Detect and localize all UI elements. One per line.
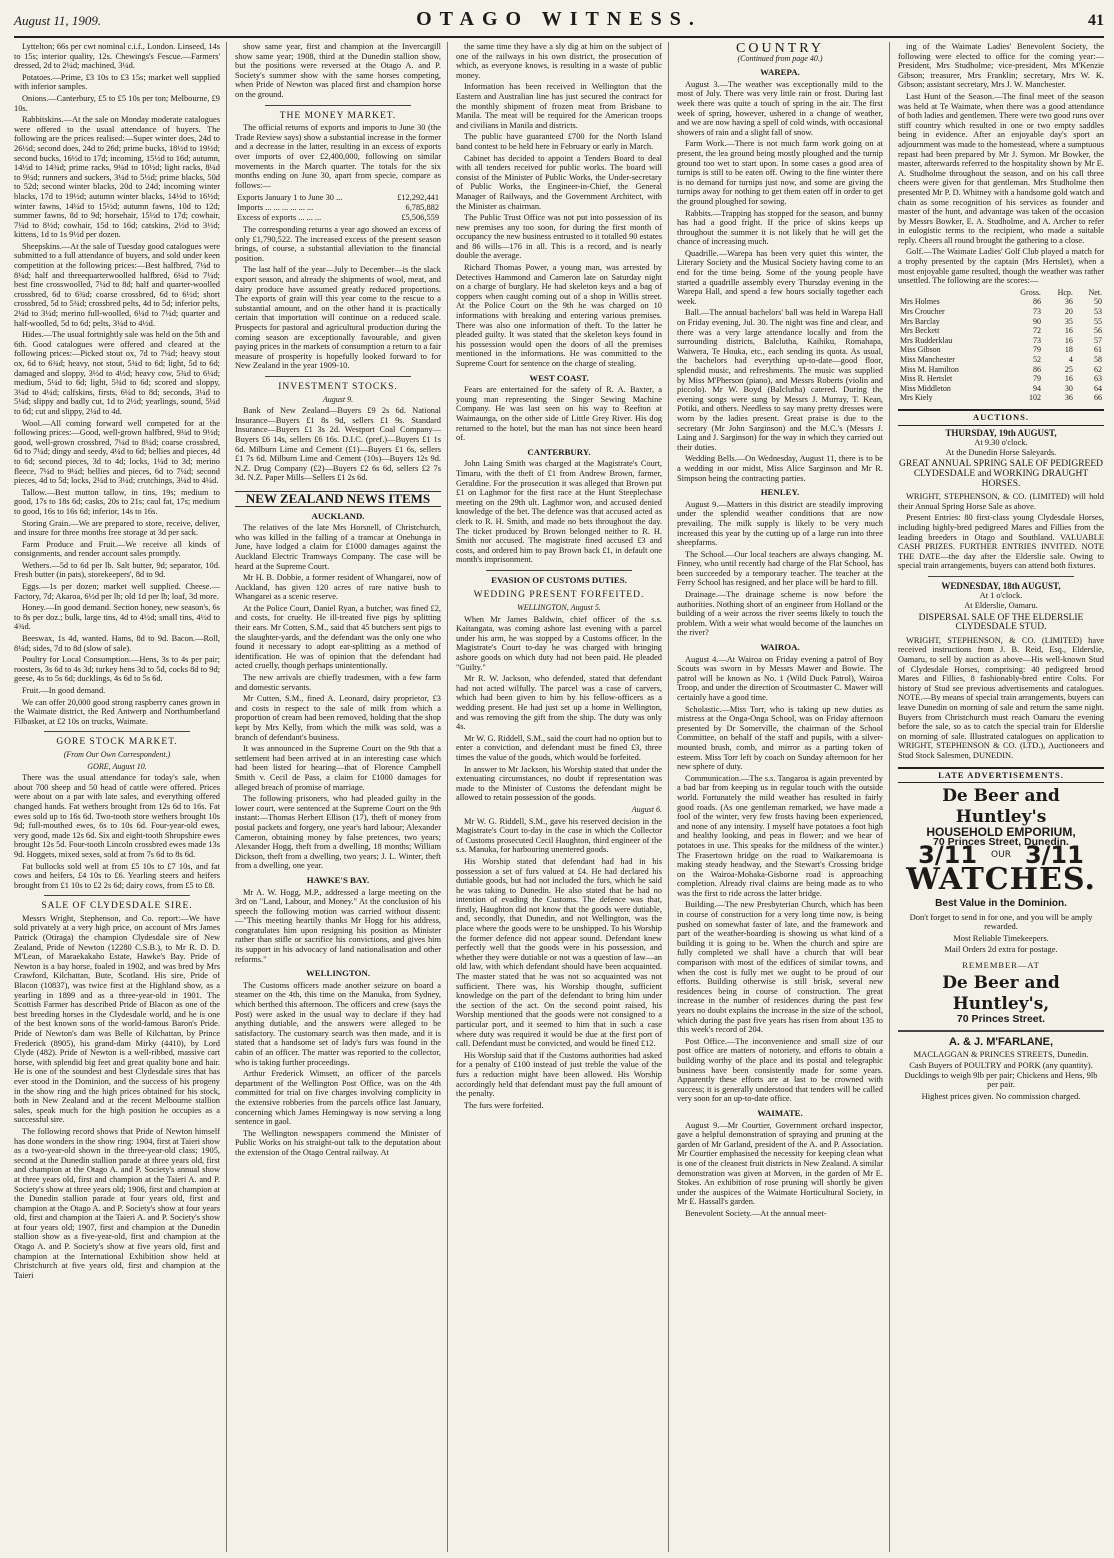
article-paragraph: John Laing Smith was charged at the Magistrate's Court, Timaru, with the theft of £1 from Andrew Brown, farmer, Geraldine. For the prosecution it was alleged that Brown put £1 on Laghmor for the first race at the Hunt Steeplechase meeting on the 29th ult. Laghmor won, and accused denied knowledge of the bet. The defence was that accused acted as clerk to R. H. Smith, and made no bets throughout the day. The ticket produced by Brown belonged neither to R. H. Smith nor accused. The magistrate fined accused £3 and costs, and ordered him to pay Brown back £1, in default one month's imprisonment. [456,459,662,565]
divider [898,1030,1104,1032]
article-paragraph: The Public Trust Office was not put into possession of its new premises any too soon, for during the first month of occupancy the new business entrusted to it totalled 90 estates and 86 wills—176 in all. This is a record, and is nearly double the average. [456,213,662,261]
table-row [898,365,1104,375]
advertiser-name: A. & J. M'FARLANE, [948,1036,1054,1049]
page-number: 41 [1088,12,1104,29]
market-paragraph: Fruit.—In good demand. [22,686,106,695]
score-hcp: 30 [1064,383,1073,393]
score-net: 64 [1094,383,1102,393]
ad-line: Don't forget to send in for one, and you will be amply rewarded. [909,911,1093,932]
mcfarlane-ad [898,1038,1104,1102]
market-paragraph: Onions.—Canterbury, £5 to £5 10s per ton; Melbourne, £9 10s. [14,93,220,113]
article-paragraph: Mr W. G. Riddell, S.M., said the court had no option but to enter a conviction, and defendant must be fined £3, three times the value of the goods, which would be forfeited. [456,733,662,762]
advertiser-address: 70 Princes Street. [956,1012,1046,1025]
article-paragraph: Arthur Frederick Wimsett, an officer of the parcels department of the Wellington Post Office, was on the 4th committed for trial on five charges involving complicity in the extensive robberies from the parcels office last January, concerning which James Hemingway is now serving a long sentence in gaol. [235,1069,441,1127]
score-net: 55 [1094,316,1102,326]
dateline: GORE, August 10. [87,761,147,771]
article-paragraph: His Worship said that if the Customs authorities had asked for a penalty of £100 instead of just treble the value of the furs a reduction might have been allowed. His Worship accordingly held that defendant must pay the full amount of the penalty. [456,1050,662,1099]
auction-notice [898,429,1104,490]
article-paragraph: The Customs officers made another seizure on board a steamer on the 4th, this time on the Manuka, from Sydney, which berthed this afternoon. The officers and crew (says the Post) were asked in the usual way to declare if they had anything dutiable, and the answers were alleged to be satisfactory. The customary search was then made, and it is stated that a handsome set of lady's furs was found in the cabin of an officer. The matter was reported to the collector, who is taking further proceedings. [235,980,441,1067]
article-paragraph: Quadrille.—Warepa has been very quiet this winter, the Literary Society and the Musical Society having come to an end for the time being. Some of the young people have started a quadrille assembly every Thursday evening in the Warepa Hall, and spend a few hours socially together each week. [677,248,883,306]
market-paragraph: Beeswax, 1s 4d, wanted. Hams, 8d to 9d. Bacon.—Roll, 8¼d; sides, 7d to 8d (slow of sale). [14,634,220,653]
price: 3/11 [918,841,978,870]
article-paragraph: Farm Work.—There is not much farm work going on at present, the lea ground being mostly ploughed and the turnip ground too wet to start upon. In some cases a good area of turnips is still to be eaten off. Owing to the fine winter there is no demand for turnips just now, and some are giving the turnips away for nothing to get them eaten off in order to get the ground ploughed for sowing. [677,139,883,206]
region-heading: WELLINGTON. [305,968,371,979]
score-name: Miss M. Hamilton [900,364,959,374]
article-paragraph: When Mr James Baldwin, chief officer of the s.s. Kaitangata, was coming ashore last evening with a parcel under his arm, he was stopped by a Customs officer. In the Magistrate's Court to-day he was charged with bringing ashore goods on which duty had not been paid. He pleaded "Guilty." [456,614,662,672]
table-row [898,297,1104,307]
divider [44,895,190,896]
table-row [898,336,1104,346]
article-paragraph: The following record shows that Pride of Newton himself has done wonders in the show ring: 1904, first at Taieri show as a two-year-old shown in the three-year-old class; 1905, second at the Dunedin stallion parade at three years old, first and champion at the Otago A. and P. Society's annual show at three years old, first and champion at the Taieri A. and P. Society's show at three years old; 1906, first and champion at the Dunedin stallion parade at four years old, first and champion at the Otago A. and P. Society's show at four years old, first and champion at the Taieri A. and P. Society's show at four years old; 1907, first and champion at the Dunedin stallion show as a five-year-old, first and champion at the Otago A. and P. Society's show at five years old, first and champion at the International Exhibition show held at Christchurch at five years old, first and champion at the Taieri [14,1126,220,1280]
article-paragraph: Rabbits.—Trapping has stopped for the season, and bunny has had a good fright. If the price of skins keeps up throughout the summer it is not likely that he will get the chance of increasing much. [677,208,883,247]
score-name: Mrs Holmes [900,297,940,307]
auction-body: WRIGHT, STEPHENSON, & CO. (LIMITED) have received instructions from J. B. Reid, Esq., Elderslie, Oamaru, to sell by auction as above—His well-known Stud of Clydesdale Horses, comprising: 40 pedigreed brood Mares and Fillies, 8 fashionably-bred entire Colts. For history of Stud see previous advertisements and catalogues. NOTE.—By means of special train arrangements, buyers can leave Dunedin on morning of sale and return the same night. Buyers from Christchurch must reach Oamaru the evening before the sale, so as to catch the special train for Elderslie on morning of sale. Illustrated catalogues on application to WRIGHT, STEPHENSON & CO. (LTD.), Auctioneers and Stud Stock Salesmen, DUNEDIN. [898,635,1104,760]
article-paragraph: Mr W. G. Riddell, S.M., gave his reserved decision in the Magistrate's Court to-day in the case in which the Collector of Customs prosecuted Cecil Haughton, third engineer of the s.s. Manuka, for harbouring unentered goods. [456,816,662,855]
advertiser-name: De Beer and Huntley's, [942,972,1060,1014]
score-net: 62 [1094,364,1102,374]
market-paragraph: Honey.—In good demand. Section honey, new season's, 6s to 8s per doz.; bulk, large tins, 4d to 4½d; small tins, 4½d to 4¾d. [14,603,220,632]
score-name: Miss Manchester [900,355,955,364]
article-paragraph: Information has been received in Wellington that the Eastern and Australian line has just secured the contract for the monthly shipment of frozen meat from Brisbane to Manila. The meat will be required for the American troops and civilians in Manila and districts. [456,82,662,130]
article-paragraph: Ball.—The annual bachelors' ball was held in Warepa Hall on Friday evening, Jul. 30. The night was fine and clear, and there was a very large attendance locally and from the surrounding districts, Balclutha, Kaihiku, Romahapa, Waiwera, Te Houka, etc., each sending its quota. As usual, the bachelors had everything up-to-date—good floor, splendid music, and refreshments. The music was supplied by Miss M'Pherson (piano), and Messrs Roberts (violin and piccolo). Mr W. Boyd (Balclutha) catered. During the evening songs were sung by Messrs J. Murray, T. Kean, Potiki, and others. Needless to say many pretty dresses were worn by the ladies present. Great praise is due to the secretary (Mr John Sarginson) and the M.C.'s (Messrs J. Laing and J. Sarginson) for the way in which they carried out their duties. [677,308,883,452]
auction-place: At the Dunedin Horse Saleyards. [945,447,1057,457]
score-gross: 73 [1032,335,1041,345]
article-paragraph: Bank of New Zealand—Buyers £9 2s 6d. National Insurance—Buyers £1 8s 9d, sellers £1 9s. Standard Insurance—Buyers £1 3s 2d. Westport Coal Company—Buyers £6 14s, sellers £6 16s. D.I.C. (pref.)—Buyers £1 1s 6d. Milburn Lime and Cement (£1)—Buyers £1 6s, sellers £1 7s 6d. Milburn Lime and Cement (10s)—Buyers 12s 9d. N.Z. Drug Company (£2)—Buyers £2 6s 6d, sellers £2 7s 3d. N.Z. Paper Mills—Sellers £1 2s 6d. [235,406,441,483]
score-gross: 94 [1032,383,1041,393]
market-paragraph: Sheepskins.—At the sale of Tuesday good catalogues were submitted to a full attendance of buyers, and sold under keen competition at the following prices:—Best halfbred, 7¼d to 8¼d; half and threequarterwoolled halfbred, 6¼d to 7¼d; best fine crosswoolled, 7¼d to 8d; half and quarter-woolled crossbred, 6d to 6¾d; coarse crossbred, 6d to 6½d; short crossbred, 5d to 5¾d; crossbred pelts, 4d to 5d; inferior pelts, 2¼d to 3¼d; merino full-woolled, 6¼d to 7¼d; quarter and half-woolled, 5d to 6d; pelts, 3¼d to 4½d. [14,241,220,328]
score-name: Mrs Kiely [900,393,933,403]
article-paragraph: Benevolent Society.—At the annual meet- [685,1208,827,1218]
table-header [898,288,1002,298]
dateline: August 9. [322,394,354,404]
score-gross: 86 [1032,297,1041,307]
trade-table [235,193,441,222]
table-label: Exports January 1 to June 30 ... [237,193,343,203]
section-heading: THE MONEY MARKET. [279,110,397,121]
table-header: Net. [1088,287,1102,297]
market-paragraph: Wethers.—5d to 6d per lb. Salt butter, 9d; separator, 10d. Fresh butter (in pats), storekeepers', 8d to 9d. [14,560,220,580]
article-paragraph: The relatives of the late Mrs Horsnell, of Christchurch, who was killed in the falling of a tramcar at Onehunga in June, have lodged a claim for £1000 damages against the Auckland Electric Tramways Company. The case will be heard at the Supreme Court. [235,523,441,571]
golf-scores-body [898,297,1104,403]
score-name: Miss Middleton [900,383,951,393]
score-hcp: 20 [1064,307,1073,317]
auction-body: WRIGHT, STEPHENSON, & CO. (LIMITED) will hold their Annual Spring Horse Sale as above. [898,492,1104,511]
market-paragraph: We can offer 20,000 good strong raspberry canes grown in the Waimate district, the Red Antwerp and Northumberland Filbasket, at £2 10s on trucks, Waimate. [14,697,220,726]
region-heading: CANTERBURY. [527,446,591,457]
region-heading: WAIMATE. [757,1107,803,1118]
de-beer-ad [898,786,1104,1024]
product-name: WATCHES. [906,861,1096,897]
market-paragraph: Potatoes.—Prime, £3 10s to £3 15s; market well supplied with inferior samples. [14,72,220,92]
divider [44,731,190,732]
article-paragraph: Mr R. W. Jackson, who defended, stated that defendant had not acted wilfully. The parcel was a case of carvers, which had been given to him by his fellow-officers as a wedding present. He had just set up a home in Wellington, and was removing the gift from the ship. The duty was only 4s. [456,674,662,732]
article-paragraph: There was the usual attendance for today's sale, when about 700 sheep and 50 head of cattle were offered. Prices were about on a par with late sales, and everything offered changed hands. Fat wethers brought from 12s 6d to 16s. Fat ewes sold up to 16s 6d. Two-tooth store wethers brought 10s 9d; full-mouthed ewes, 6s to 10s 6d. Four-year-old ewes, very good, made 12s 6d. Six and eight-tooth Shropshire ewes brought 12s 5d. Four-tooth Lincoln crossbred ewes made 13s 9d. Hoggets, mixed sexes, sold at from 7s 6d to 8s 6d. [14,773,220,859]
golf-scores-table [898,288,1104,403]
market-paragraph: Wool.—All coming forward well competed for at the following prices:—Good, well-grown halfbred, 9¼d to 9½d; good, well-grown crossbred, 7¼d to 8¼d; coarse crossbred, 6d to 7¼d; dingy and seedy, 4¼d to 6d; bellies and pieces, 4d to 6d; second pieces, 3d to 4d; locks, 1¼d to 3d; merino fleece, 7¼d to 9¼d; bellies and pieces, 6d to 7¼d; second pieces, 4d to 5d; locks, 2¼d to 3¼d; crutchings, 3¼d to 4¼d. [14,418,221,486]
article-paragraph: Fears are entertained for the safety of R. A. Baxter, a young man representing the Singer Sewing Machine Company. He was last seen on his way to Reefton at Waimaunga, on the other side of Little Grey River. His dog returned to the hotel, but the man has not since been heard of. [456,385,662,443]
newspaper-title: OTAGO WITNESS. [416,8,702,30]
score-hcp: 35 [1064,316,1073,326]
masthead [14,8,1104,38]
score-net: 66 [1094,393,1102,403]
auction-date: THURSDAY, 19th AUGUST, [945,427,1057,438]
article-paragraph: The public have guaranteed £700 for the North Island band contest to be held here in February or early in March. [456,132,662,151]
table-row [235,213,441,223]
column-1 [14,42,227,1552]
article-paragraph: Building.—The new Presbyterian Church, which has been in course of construction for a very long time now, is being pushed on somewhat faster of late, and the framework and part of the weather-boarding is showing us what kind of a building it is going to be. When the church and spire are fully completed we shall have a church that will bear comparison with most of the edifices of similar towns, and when the cost is fully met we ought to be proud of our efforts. Building otherwise is still brisk, several new residences being in course of construction. The great increase in the number of residences during the past few years no doubt explains the increase in the size of the school, which during the past five years has risen from about 135 to this week's record of 204. [677,900,883,1035]
section-banner: COUNTRY [736,42,824,56]
price: 3/11 [1024,841,1084,870]
article-paragraph: Mr Cutten, S.M., fined A. Leonard, dairy proprietor, £3 and costs in respect to the sale of milk from which a proportion of cream had been removed, holding that the shop kept by Mrs Kelly, from which the milk was sold, was a branch of defendant's business. [235,694,441,742]
score-name: Mrs Beckett [900,326,940,336]
score-hcp: 16 [1064,335,1073,345]
divider [928,576,1074,577]
score-gross: 79 [1032,374,1041,384]
article-paragraph: Wedding Bells.—On Wednesday, August 11, there is to be a wedding in our midst, Miss Alice Sarginson and Mr R. Simpson being the contracting parties. [677,454,883,483]
byline: (From Our Own Correspondent.) [63,749,171,759]
score-gross: 52 [1032,355,1041,364]
table-row [235,203,441,213]
score-gross: 86 [1032,364,1041,374]
article-paragraph: His Worship stated that defendant had had in his possession a set of furs valued at £4. He had declared his dutiable goods, but had not included the furs, which he said he was taking to Dunedin. He also stated that he had no intention of evading the Customs. The defence was that, firstly, Haughton did not know that the goods were dutiable, and, secondly, that Dunedin, and not Wellington, was the place where the goods were to be unshipped. To his Worship the former defence did not appear sound. Defendant knew perfectly well that the goods were in his possession, and whether they were dutiable or not was a question of law—an old law, with which defendant should have been acquainted. The master stated that he was not so acquainted was not sufficient. There was, his Worship thought, sufficient knowledge on the part of the defendant to bring him under the section of the act. On the second point raised, his Worship mentioned that the goods were not consigned to a particular port, and it seemed to him that in such a case where duty was required it would be due at the first port of call. Defendant must be convicted, and would be fined £12. [456,856,662,1049]
score-hcp: 25 [1064,364,1073,374]
column-3 [456,42,669,1552]
advertiser-name: De Beer and Huntley's [942,786,1060,828]
divider [265,376,411,377]
column-5 [898,42,1104,1552]
advertiser-store: HOUSEHOLD EMPORIUM, [926,825,1076,840]
section-heading: GORE STOCK MARKET. [56,737,178,748]
table-label: Excess of exports ... ... ... [237,212,322,222]
region-heading: WEST COAST. [529,372,589,383]
article-paragraph: In answer to Mr Jackson, his Worship stated that under the extenuating circumstances, no doubt if representation was made to the Minister of Customs the defendant might be allowed to retain possession of the goods. [456,764,662,803]
score-gross: 90 [1032,316,1041,326]
table-row [898,345,1104,355]
table-row [898,374,1104,384]
score-gross: 73 [1032,307,1041,317]
table-label: Imports ... ... ... ... ... ... [237,202,314,212]
column-2 [235,42,448,1552]
article-paragraph: The School.—Our local teachers are always changing. M. Finney, who until recently had charge of the Flat School, has been succeeded by a temporary teacher. The teacher at the Ferry School has resigned, and her place will be hard to fill. [677,549,883,588]
article-paragraph: ing of the Waimate Ladies' Benevolent Society, the following were elected to office for the coming year:—President, Mrs Studholme; vice-president, Mrs M'Kenzie Gibson; treasurer, Mrs Franklin; secretary, Mrs W. K. Gibson; assistant secretary, Mrs J. W. Manchester. [898,42,1104,90]
score-gross: 79 [1032,345,1041,355]
score-name: Mrs Barclay [900,316,940,326]
score-net: 63 [1094,374,1102,384]
dateline: August 6. [631,804,662,814]
late-ads-banner: LATE ADVERTISEMENTS. [898,767,1104,784]
ad-line: Highest prices given. No commission charged. [921,1091,1081,1102]
region-heading: AUCKLAND. [311,510,365,521]
region-heading: HENLEY. [760,487,800,498]
ad-line: Cash Buyers of POULTRY and PORK (any quantity). Ducklings to weigh 9lb per pair; Chickens and Hens, 9lb per pair. [904,1060,1098,1090]
article-paragraph: August 9.—Mr Courtier, Government orchard inspector, gave a helpful demonstration of spraying and pruning at the garden of Mr Garland, president of the A. and P. Association. Mr Courtier emphasised the necessity for keeping clean what is one of the cleanest fruit districts in New Zealand. A similar demonstration was given at Morven, in the garden of Mr E. Stokes. An exhibition of rose pruning will shortly be given under the auspices of the Waimate Horticultural Society, in Mr E. Hassall's garden. [677,1120,883,1207]
market-paragraph: Tallow.—Best mutton tallow, in tins, 19s; medium to good, 17s to 18s 6d; casks, 20s to 21s; caul fat, 17s; medium to good, 16s to 16s 6d; inferior, 14s to 16s. [14,487,220,516]
market-paragraph: Lyttelton; 66s per cwt nominal c.i.f., London. Linseed, 14s to 15s; interior quality, 12s. Chewings's Fescue.—Farmers' dressed, 2d to 2¼d; machined, 3¼d. [14,42,220,71]
score-net: 56 [1094,326,1102,336]
auction-title: DISPERSAL SALE OF THE ELDERSLIE CLYDESDALE STUD. [918,612,1084,633]
table-header-row [898,288,1104,298]
article-paragraph: Last Hunt of the Season.—The final meet of the season was held at Te Waimate, when there was a good attendance of both ladies and gentlemen. There were two good runs over stiff country which resulted in one or two empty saddles being in evidence. After an enjoyable day's sport an adjournment was made to the homestead, where a sumptuous repast had been prepared by Mr J. Symon. Mr Bowker, the master, afterwards referred to the hospitality shown by Mr E. A. Studholme throughout the season, and on his call three cheers were given for that gentleman. Mrs Studholme then presented Mr P. D. Whitney with a handsome gold watch and chain as some recognition of his services as founder and master of the hunt, and advantage was taken of the occasion by Messrs Bowker, E. A. Studholme, and A. Archer to refer in eulogistic terms to the recipient, who made a suitable reply. Cheers all round brought the gathering to a close. [898,91,1104,245]
article-paragraph: Mr H. B. Dobbie, a former resident of Whangarei, now of Auckland, has given 120 acres of rare native bush to Whangarei as a scenic reserve. [235,573,441,602]
table-header: Hcp. [1057,287,1073,297]
article-paragraph: Mr A. W. Hogg, M.P., addressed a large meeting on the 3rd on "Land, Labour, and Money." At the conclusion of his speech the following motion was carried without dissent:—"This meeting heartily thanks Mr Hogg for his address, congratulates him upon resigning his position as Minister rather than stifle or sacrifice his convictions, and gives him its support in his advocacy of land nationalisation and other reforms." [235,887,441,964]
continued-note: (Continued from page 40.) [737,53,823,63]
score-net: 50 [1094,297,1102,307]
article-paragraph: Richard Thomas Power, a young man, was arrested by Detectives Hammond and Cameron late on Saturday night on a charge of burglary. He had skeleton keys and a bag of coppers when caught coming out of a shop in Willis street. At the Police Court on the 9th he was charged on 10 informations with breaking and entering various premises. There was also one information of theft. To the latter he pleaded guilty. It was stated that the skeleton keys found in his possession would open the doors of all the premises mentioned in the informations. He was committed to the Supreme Court for sentence on the charge of stealing. [456,263,662,368]
article-paragraph: Messrs Wright, Stephenson, and Co. report:—We have sold privately at a very high price, on account of Mrs James Patrick (Otiraga) the champion Clydesdale sire of New Zealand, Pride of Newton (12280 C.S.B.), to Mr R. D. D. M'Lean, of Maraekakaho Estate, Hawke's Bay. Pride of Newton is a bay horse, foaled in 1902, and was bred by Mrs Crawford, Kilchattan, Bute, Scotland. His sire, Pride of Blacon (10837), was twice first at the Highland show, as a yearling in 1899 and as a three-year-old in 1901. The Scottish Farmer has described Pride of Blacon as one of the best breeding horses in the Clydesdale world, and he is one of the best known sons of the world-famous Baron's Pride. Pride of Newton's dam was Belle of Kilchattan, by Prince Frederick (8905), his grand-dam Mirky (4410), by Lord Clyde (482). Pride of Newton is a well-ribbed, massive cart horse, with splendid big feet and great quality bone and hair. He is one of the soundest and best Clydesdale sires that has ever stood in the Dominion, and the success of his progeny in the show ring and the high prices obtained for his stock, both in New Zealand and at the recent Melbourne stallion sales, speak much for the high position he occupies as a successful sire. [14,913,220,1125]
auction-time: At 1 o'clock. [979,591,1023,601]
article-paragraph: At the Police Court, Daniel Ryan, a butcher, was fined £2, and costs, for cruelty. He ill-treated five pigs by splitting their ears. Mr Cotten, S.M., said that 45 butchers sent pigs to the slaughter-yards, and the defendant was the only one who found it necessary to adopt ear-splitting as a method of identification. He was of opinion that the defendant had acted cruelly, though perhaps unintentionally. [235,603,441,671]
article-paragraph: Golf.—The Waimate Ladies' Golf Club played a match for a trophy presented by the captain (Mrs Hertslet), when a most enjoyable game resulted, though the weather was rather unsettled. The following are the scores:— [898,247,1104,286]
region-heading: HAWKE'S BAY. [306,874,370,885]
table-row [898,384,1104,394]
market-paragraph: Storing Grain.—We are prepared to store, receive, deliver, and insure for three months free storage at 3d per sack. [14,518,220,538]
market-paragraph: Poultry for Local Consumption.—Hens, 3s to 4s per pair; roosters, 3s 6d to 4s 3d; turkey hens 3d to 5d, cocks 8d to 9d; geese, 4s to 5s 6d; ducklings, 4s 6d to 5s 6d. [14,655,220,684]
article-paragraph: The Wellington newspapers commend the Minister of Public Works on his straight-out talk to the deputation about the extension of the Otago Central railway. At [235,1128,441,1157]
article-paragraph: Fat bullocks sold well at from £5 10s to £7 10s, and fat cows and heifers, £4 10s to £6. Yearling steers and heifers brought from £1 10s to £2 2s 6d; dairy cows, from £5 to £8. [14,861,220,890]
article-paragraph: The following prisoners, who had pleaded guilty in the lower court, were sentenced at the Supreme Court on the 9th instant:—Thomas Herbert Ellison (17), theft of money from postal packets and forgery, one year's hard labour; Alexander Cameron, obtaining money by false pretences, two years; Alexander Hogg, theft from a dwelling, 18 months; William Dickson, theft from a dwelling, two years; J. L. Winter, theft from a dwelling, one year. [235,794,441,871]
score-net: 53 [1094,307,1102,317]
price-note: OUR [991,850,1011,861]
market-paragraph: Eggs.—1s per dozen; market well supplied. Cheese.—Factory, 7d; Akaroa, 6½d per lb; old 1d per lb; loaf, 3d more. [14,582,220,601]
table-value: 6,785,882 [405,202,439,212]
article-paragraph: show same year, first and champion at the Invercargill show same year; 1908, third at the Dunedin stallion show, but the positions were reversed at the Otago A. and P. Society's summer show with the same horses competing, when Pride of Newton was placed first and champion horse on the ground. [235,42,441,99]
table-row [898,307,1104,317]
auction-notice [898,582,1104,633]
score-hcp: 4 [1068,355,1073,364]
article-paragraph: the same time they have a sly dig at him on the subject of one of the railways in his own district, the prosecution of which, as everyone knows, is resulting in a waste of public money. [456,42,662,80]
section-banner: NEW ZEALAND NEWS ITEMS [235,491,441,507]
auction-time: At 9.30 o'clock. [974,438,1028,448]
auction-place: At Elderslie, Oamaru. [964,601,1038,611]
region-heading: WAIROA. [760,642,800,653]
score-name: Mrs Rudderklau [900,335,953,345]
ad-tagline: Best Value in the Dominion. [935,897,1067,909]
article-paragraph: August 3.—The weather was exceptionally mild to the most of July. There was very little rain or frost. During last week there was quite a touch of spring in the air. The first week of spring, however, ushered in a change of weather, and we are now having a spell of cold winds, with occasional showers of rain and a slight fall of snow. [677,79,883,137]
dateline: WELLINGTON, August 5. [517,603,601,613]
region-heading: WAREPA. [760,67,800,78]
auctions-banner: AUCTIONS. [898,409,1104,426]
market-paragraph: Rabbitskins.—At the sale on Monday moderate catalogues were offered to the usual attendance of buyers. The following are the prices realised:—Super winter does, 24d to 26½d; second does, 24d to 26d; prime bucks, 18½d to 19½d; second bucks, 16½d to 17d; incoming, 15½d to 16d; autumn, 14½d to 14¾d; prime racks, 9¼d to 10½d; light racks, 8¼d to 9¼d; runners and suckers, 3¼d to 5½d; prime blacks, 50d to 52d; second winter blacks, 20d to 24d; incoming winter blacks, 17d to 19½d; autumn winter blacks, 14½d to 16½d; winter fawns, 14¼d to 15½d; autumn fawns, 10d to 12d; summer fawns, 8d to 9d; horsehair, 15½d to 17d; cowhair, 7¼d to 8½d; cowhair, 15d to 16d; catskins, 2½d to 3½d; kittens, 1d to 1s 9½d per dozen. [14,115,220,240]
divider [486,570,632,571]
auction-date: WEDNESDAY, 18th AUGUST, [941,580,1061,591]
table-row [898,317,1104,327]
table-row [898,326,1104,336]
score-hcp: 18 [1064,345,1073,355]
score-name: Miss Gibson [900,345,941,355]
advertiser-address: 70 Princes Street, Dunedin. [933,835,1069,848]
article-paragraph: The furs were forfeited. [464,1100,544,1110]
score-gross: 102 [1028,393,1041,403]
score-hcp: 16 [1064,374,1073,384]
article-paragraph: The official returns of exports and imports to June 30 (the Trade Review says) show a substantial increase in the former and a decrease in the latter, resulting in an excess of exports over imports of over £2,400,000, following on similar movements in the March quarter. The totals for the six months ending on June 30, apart from specie, compare as follows:— [235,123,441,190]
score-gross: 72 [1032,326,1041,336]
auction-body: Present Entries: 80 first-class young Clydesdale Horses, including highly-bred pedigreed Mares and Fillies from the leading breeders in Otago and Southland. VALUABLE CASH PRIZES. FURTHER ENTRIES INVITED. NOTE THE DATE—the day after the Elderslie sale. Owing to special train arrangements, buyers can attend both fixtures. [898,513,1104,571]
article-paragraph: The last half of the year—July to December—is the slack export season, and already the shipments of wool, meat, and dairy produce have assumed greatly reduced proportions. The exports of grain will this year come to the rescue to a substantial amount, and on the other hand it is practically certain that importation will continue on a reduced scale. Prospects for pastoral and agricultural production during the coming season are exceptionally favourable, and given paying prices in the markets of consumption a return to a fair measure of prosperity is hopefully looked forward to for New Zealand in the year 1909-10. [235,265,441,371]
score-hcp: 16 [1064,326,1073,336]
score-net: 57 [1094,335,1102,345]
article-paragraph: Cabinet has decided to appoint a Tenders Board to deal with all tenders received for public works. The board will consist of the Minister of Public Works, the Under-secretary of Public Works, the Engineer-in-Chief, the General Manager of Railways, and the Government Architect, with the Minister as chairman. [456,153,662,211]
table-row [898,393,1104,403]
article-paragraph: The new arrivals are chiefly tradesmen, with a few farm and domestic servants. [235,673,441,692]
advertiser-address: MACLAGGAN & PRINCES STREETS, Dunedin. [913,1048,1089,1059]
section-heading: INVESTMENT STOCKS. [278,382,398,392]
auction-title: GREAT ANNUAL SPRING SALE OF PEDIGREED CLYDESDALE and WORKING DRAUGHT HORSES. [899,459,1103,489]
ad-line: Most Reliable Timekeepers. [953,932,1049,943]
score-net: 58 [1094,355,1102,364]
article-paragraph: Post Office.—The inconvenience and small size of our post office are matters of notoriety, and efforts to obtain a building worthy of the place and its postal and telegraphic business have been consistently made for some years. Apparently these efforts are at last to be crowned with success; it is generally understood that tenders will be called very soon for an up-to-date office. [677,1036,883,1104]
article-paragraph: It was announced in the Supreme Court on the 9th that a settlement had been arrived at in an interesting case which had been listed for hearing—that of Florence Campbell Smith v. Cecil de Pass, a claim for £1000 damages for alleged breach of promise of marriage. [235,744,441,792]
article-heading: EVASION OF CUSTOMS DUTIES. [491,574,627,585]
article-paragraph: August 9.—Matters in this district are steadily improving under the splendid weather conditions that are now prevailing. The milk supply is likely to be very much increased this year by the cutting up of a large run into three sheepfarms. [677,499,883,548]
score-name: Mrs Croucher [900,307,945,317]
score-net: 61 [1094,345,1102,355]
article-paragraph: The corresponding returns a year ago showed an excess of only £1,790,522. The increased excess of the present season brings, of course, a substantial alleviation to the financial position. [235,225,441,263]
table-value: £5,506,559 [401,212,439,222]
article-paragraph: Communication.—The s.s. Tangaroa is again prevented by a bad bar from keeping us in regular touch with the outside world. Fortunately the mild weather has resulted in fairly good roads. (As one gentleman remarked, we have made a fool of the winter, very few frosts having been experienced, and none of any intensity. I myself have potatoes a foot high and healthy looking, and peas in flower; and we hear of potatoes in use. This speaks for the mildness of the winter.) The Frasertown bridge on the road to Waikaremoana is making steady headway, and the Stewart's Crossing bridge on the Wairoa-Mohaka-Gisborne road is approaching completion. Already rival claims are being made as to who was the first to ride across the latter bridge. [677,773,883,898]
market-paragraph: Farm Produce and Fruit.—We receive all kinds of consignments, and render account sales promptly. [14,539,220,559]
divider [265,105,411,106]
article-paragraph: Drainage.—The drainage scheme is now before the authorities. Nothing short of an engineer from Holland or the building of a weir across the river seems likely to touch the problem. With a weir what would become of the launches on the river? [677,590,883,638]
score-hcp: 36 [1064,297,1073,307]
table-row [235,193,441,203]
ad-line: REMEMBER—AT [962,959,1040,970]
table-row [898,355,1104,365]
article-paragraph: Scholastic.—Miss Torr, who is taking up new duties as mistress at the Onga-Onga School, was on Friday afternoon presented by Dr Somerville, the chairman of the School Committee, on behalf of the staff and pupils, with a silver-mounted brush, comb, and mirror as a parting token of esteem. Miss Torr left by coach on Sunday afternoon for her new sphere of duty. [677,704,883,772]
table-header: Gross. [1020,287,1041,297]
ad-line: Mail Orders 2d extra for postage. [944,944,1058,955]
score-hcp: 36 [1064,393,1073,403]
columns [14,42,1104,1552]
section-heading: SALE OF CLYDESDALE SIRE. [41,901,193,912]
table-value: £12,292,441 [397,193,439,203]
issue-date: August 11, 1909. [14,13,102,28]
market-paragraph: Hides.—The usual fortnightly sale was held on the 5th and 6th. Good catalogues were offered and cleared at the following prices:—Picked stout ox, 7d to 7¼d; heavy stout ox, 6d to 6¾d; heavy, not stout, 5¾d to 6d; light, 5d to 6d; damaged and sloppy, 3½d to 4½d; heavy cow, 5¾d to 6¼d; medium, 5¼d to 6d; light, 5¾d to 6d; scored and sloppy, 3¼d to 4¼d; calfskins, firsts, 6¼d to 8d; seconds, 3¼d to 5¼d; slippy and badly cut, 1d to 2½d; yearlings, sound, 5¼d to 6d; cut and slippy, 2¼d to 4d. [14,330,220,416]
score-name: Miss R. Hertslet [900,374,953,384]
article-subheading: WEDDING PRESENT FORFEITED. [473,590,645,601]
article-paragraph: August 4.—At Wairoa on Friday evening a patrol of Boy Scouts was sworn in by Messrs Mawer and Bowie. The patrol will be known as No. 1 (Wild Duck Patrol), Wairoa Troop, and under the direction of Scoutmaster C. Mawer will certainly have a good time. [677,654,883,702]
column-4 [677,42,890,1552]
